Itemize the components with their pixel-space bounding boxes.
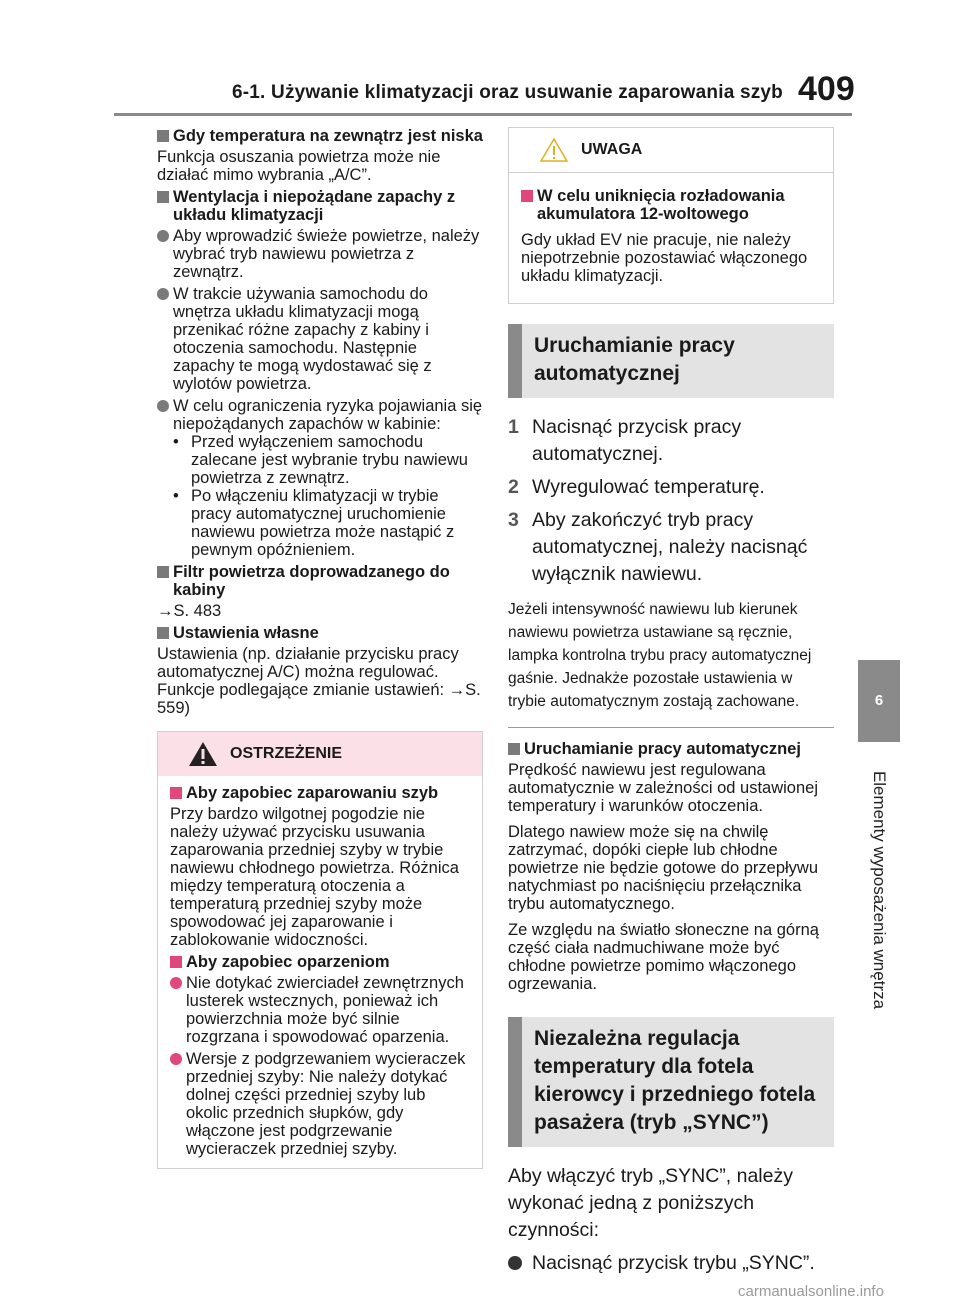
dot-bullet-icon (170, 1053, 182, 1065)
square-bullet-icon (170, 787, 182, 799)
section-heading-sync: Niezależna regulacja temperatury dla fotela kierowcy i przedniego fotela pasażera (tryb „SYNC”) (508, 1017, 834, 1147)
paragraph: Ustawienia (np. działanie przycisku pracy automatycznej A/C) można regulować. Funkcje podlegające zmianie ustawień: →S. 559) (157, 645, 481, 717)
paragraph: Prędkość nawiewu jest regulowana automatycznie w zależności od ustawionej temperatury i warunków otoczenia. (508, 761, 818, 815)
list-item: Wersje z podgrzewaniem wycieraczek przedniej szyby: Nie należy dotykać dolnej części przedniej szyby lub okolic przednich słupków, gdy włączone jest podgrzewanie wycieraczek przedniej szyby. (170, 1050, 470, 1158)
watermark: carmanualsonline.info (738, 1283, 884, 1300)
dot-bullet-icon (157, 288, 169, 300)
caution-box (508, 127, 834, 304)
heading-auto-operation: Uruchamianie pracy automatycznej (508, 740, 834, 758)
paragraph: Gdy układ EV nie pracuje, nie należy niepotrzebnie pozostawiać włączonego układu klimatyzacji. (521, 231, 808, 285)
dot-bullet-icon (170, 977, 182, 989)
page-reference: →S. 483 (157, 602, 222, 620)
caution-header: UWAGA (509, 128, 833, 173)
dot-bullet-icon (157, 230, 169, 242)
dot-bullet-icon (157, 400, 169, 412)
page-number: 409 (798, 70, 855, 108)
divider (508, 727, 834, 728)
paragraph: Funkcja osuszania powietrza może nie działać mimo wybrania „A/C”. (157, 148, 441, 184)
caution-heading: W celu uniknięcia rozładowania akumulatora 12-woltowego (521, 187, 821, 223)
warning-box (157, 731, 483, 1169)
warning-heading: Aby zapobiec zaparowaniu szyb (170, 784, 470, 802)
chapter-tab-number: 6 (858, 660, 900, 742)
dot-bullet-icon (508, 1256, 522, 1270)
square-bullet-icon (157, 191, 169, 203)
list-item: W celu ograniczenia ryzyka pojawiania się niepożądanych zapachów w kabinie: (157, 397, 483, 433)
sub-item: • Po włączeniu klimatyzacji w trybie pracy automatycznej uruchomienie nawiewu powietrza może nastąpić z pewnym opóźnieniem. (173, 487, 455, 559)
warning-heading: Aby zapobiec oparzeniom (170, 953, 470, 971)
caution-triangle-icon (539, 137, 569, 163)
square-bullet-icon (157, 130, 169, 142)
list-item: Nacisnąć przycisk trybu „SYNC”. (508, 1250, 834, 1277)
paragraph: Przy bardzo wilgotnej pogodzie nie należy używać przycisku usuwania zaparowania przedniej szyby w trybie nawiewu chłodnego powietrza. Różnica między temperaturą otoczenia a temperaturą przedniej szyby może spowodować jej zaparowanie i zablokowanie widoczności. (170, 805, 459, 949)
square-bullet-icon (508, 743, 520, 755)
list-item: Nie dotykać zwierciadeł zewnętrznych lusterek wstecznych, ponieważ ich powierzchnia może być silnie rozgrzana i spowodować oparzenia. (170, 974, 470, 1046)
heading-cabin-filter: Filtr powietrza doprowadzanego do kabiny (157, 563, 483, 599)
running-header: 6-1. Używanie klimatyzacji oraz usuwanie zaparowania szyb (232, 82, 783, 103)
section-heading-auto: Uruchamianie pracy automatycznej (508, 324, 834, 398)
warning-header: OSTRZEŻENIE (158, 732, 482, 776)
heading-low-temp: Gdy temperatura na zewnątrz jest niska (157, 127, 483, 145)
sub-item: • Przed wyłączeniem samochodu zalecane jest wybranie trybu nawiewu powietrza z zewnątrz. (173, 433, 468, 487)
heading-ventilation: Wentylacja i niepożądane zapachy z układu klimatyzacji (157, 188, 483, 224)
right-column (508, 127, 834, 1277)
paragraph: Ze względu na światło słoneczne na górną część ciała nadmuchiwane może być chłodne powietrze pomimo włączonego ogrzewania. (508, 921, 819, 993)
step-item: 3 Aby zakończyć tryb pracy automatycznej, należy nacisnąć wyłącznik nawiewu. (508, 509, 808, 585)
warning-triangle-icon (188, 741, 218, 767)
paragraph: Jeżeli intensywność nawiewu lub kierunek nawiewu powietrza ustawiane są ręcznie, lampka kontrolna trybu pracy automatycznej gaśnie. Jednakże pozostałe ustawienia w trybie automatycznym zostają zachowane. (508, 601, 812, 710)
paragraph: Aby włączyć tryb „SYNC”, należy wykonać jedną z poniższych czynności: (508, 1165, 793, 1241)
square-bullet-icon (170, 956, 182, 968)
header-rule (114, 113, 852, 116)
step-item: 1 Nacisnąć przycisk pracy automatycznej. (508, 416, 742, 465)
left-column (157, 127, 483, 1169)
square-bullet-icon (157, 566, 169, 578)
list-item: Aby wprowadzić świeże powietrze, należy wybrać tryb nawiewu powietrza z zewnątrz. (157, 227, 483, 281)
square-bullet-icon (521, 190, 533, 202)
square-bullet-icon (157, 627, 169, 639)
step-item: 2 Wyregulować temperaturę. (508, 476, 765, 498)
list-item: W trakcie używania samochodu do wnętrza układu klimatyzacji mogą przenikać różne zapachy z kabiny i otoczenia samochodu. Następnie zapachy te mogą wydostawać się z wylotów powietrza. (157, 285, 483, 393)
paragraph: Dlatego nawiew może się na chwilę zatrzymać, dopóki ciepłe lub chłodne powietrze nie będzie gotowe do przepływu natychmiast po naciśnięciu przełącznika trybu automatycznego. (508, 823, 819, 913)
heading-custom-settings: Ustawienia własne (157, 624, 483, 642)
chapter-tab-label: Elementy wyposażenia wnętrza (870, 770, 889, 1010)
